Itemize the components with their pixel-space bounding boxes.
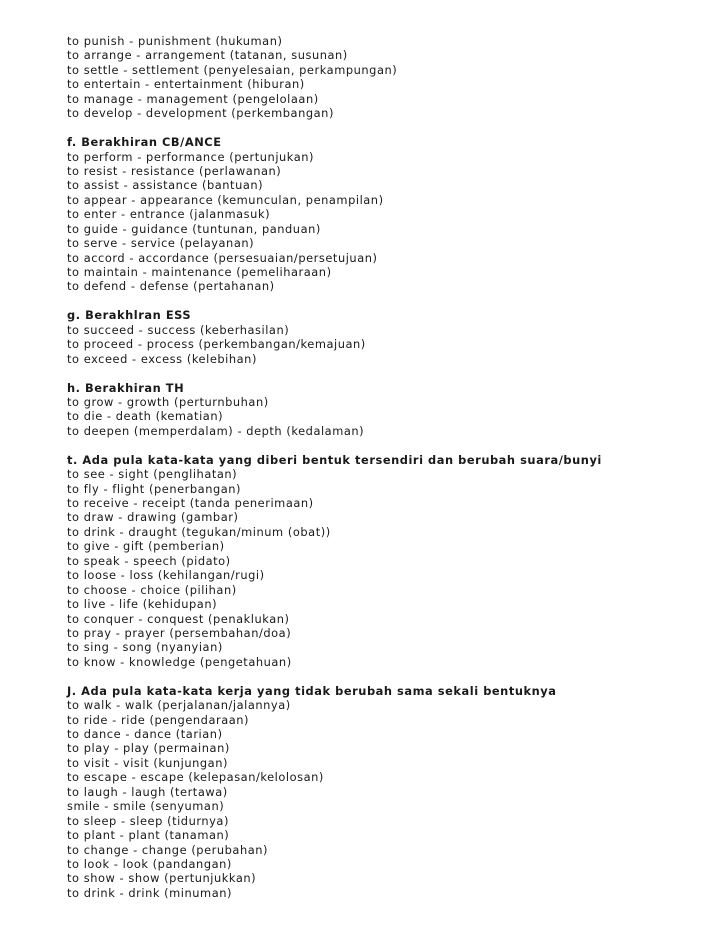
section-heading: f. Berakhiran CB/ANCE xyxy=(67,135,222,150)
word-pair-line: to laugh - laugh (tertawa) xyxy=(67,784,228,799)
word-pair-line: to know - knowledge (pengetahuan) xyxy=(67,654,292,669)
word-pair-line: to escape - escape (kelepasan/kelolosan) xyxy=(67,770,324,785)
section-2 xyxy=(67,308,707,366)
word-pair-line: to show - show (pertunjukkan) xyxy=(67,871,257,886)
word-pair-line: to look - look (pandangan) xyxy=(67,856,232,871)
section-5 xyxy=(67,684,707,901)
section-3 xyxy=(67,381,707,439)
word-pair-line: to pray - prayer (persembahan/doa) xyxy=(67,625,292,640)
word-pair-line: to speak - speech (pidato) xyxy=(67,553,231,568)
word-pair-line: to visit - visit (kunjungan) xyxy=(67,755,228,770)
word-pair-line: to exceed - excess (kelebihan) xyxy=(67,351,257,366)
word-pair-line: to guide - guidance (tuntunan, panduan) xyxy=(67,221,321,236)
document-body xyxy=(67,34,707,900)
word-pair-line: to give - gift (pemberian) xyxy=(67,539,225,554)
word-pair-line: to walk - walk (perjalanan/jalannya) xyxy=(67,698,291,713)
word-pair-line: to settle - settlement (penyelesaian, perkampungan) xyxy=(67,62,398,77)
word-pair-line: to sing - song (nyanyian) xyxy=(67,640,223,655)
section-heading: h. Berakhiran TH xyxy=(67,380,185,395)
word-pair-line: to dance - dance (tarian) xyxy=(67,727,223,741)
word-pair-line: to deepen (memperdalam) - depth (kedalaman) xyxy=(67,423,365,438)
word-pair-line: to fly - flight (penerbangan) xyxy=(67,481,242,496)
word-pair-line: to serve - service (pelayanan) xyxy=(67,236,255,251)
word-pair-line: to manage - management (pengelolaan) xyxy=(67,91,319,106)
word-pair-line: to drink - draught (tegukan/minum (obat)) xyxy=(67,524,331,539)
word-pair-line: to grow - growth (perturnbuhan) xyxy=(67,394,269,409)
word-pair-line: to sleep - sleep (tidurnya) xyxy=(67,813,229,828)
word-pair-line: to live - life (kehidupan) xyxy=(67,597,218,612)
word-pair-line: to play - play (permainan) xyxy=(67,741,230,756)
word-pair-line: to drink - drink (minuman) xyxy=(67,885,232,900)
word-pair-line: to assist - assistance (bantuan) xyxy=(67,178,264,193)
section-0 xyxy=(67,34,707,121)
word-pair-line: to die - death (kematian) xyxy=(67,409,224,424)
word-pair-line: to ride - ride (pengendaraan) xyxy=(67,712,250,727)
word-pair-line: to draw - drawing (gambar) xyxy=(67,510,239,525)
word-pair-line: to maintain - maintenance (pemeliharaan) xyxy=(67,265,332,279)
word-pair-line: to succeed - success (keberhasilan) xyxy=(67,322,290,337)
section-heading: J. Ada pula kata-kata kerja yang tidak berubah sama sekali bentuknya xyxy=(67,683,557,698)
word-pair-line: to see - sight (penglihatan) xyxy=(67,467,238,482)
word-pair-line: to entertain - entertainment (hiburan) xyxy=(67,77,305,92)
word-pair-line: to punish - punishment (hukuman) xyxy=(67,34,283,48)
word-pair-line: to choose - choice (pilihan) xyxy=(67,582,237,597)
section-4 xyxy=(67,453,707,670)
section-heading: g. Berakhlran ESS xyxy=(67,308,192,323)
word-pair-line: to appear - appearance (kemunculan, penampilan) xyxy=(67,192,384,207)
word-pair-line: to conquer - conquest (penaklukan) xyxy=(67,611,290,626)
word-pair-line: to plant - plant (tanaman) xyxy=(67,828,230,843)
word-pair-line: to perform - performance (pertunjukan) xyxy=(67,149,315,164)
section-heading: t. Ada pula kata-kata yang diberi bentuk tersendiri dan berubah suara/bunyi xyxy=(67,452,602,467)
word-pair-line: to loose - loss (kehilangan/rugi) xyxy=(67,568,265,583)
word-pair-line: to develop - development (perkembangan) xyxy=(67,106,334,121)
word-pair-line: to defend - defense (pertahanan) xyxy=(67,279,275,294)
word-pair-line: smile - smile (senyuman) xyxy=(67,799,225,814)
word-pair-line: to accord - accordance (persesuaian/persetujuan) xyxy=(67,250,378,265)
section-1 xyxy=(67,135,707,294)
word-pair-line: to arrange - arrangement (tatanan, susunan) xyxy=(67,48,348,63)
word-pair-line: to receive - receipt (tanda penerimaan) xyxy=(67,496,314,510)
word-pair-line: to proceed - process (perkembangan/kemajuan) xyxy=(67,337,366,352)
word-pair-line: to change - change (perubahan) xyxy=(67,842,269,857)
word-pair-line: to resist - resistance (perlawanan) xyxy=(67,163,282,178)
word-pair-line: to enter - entrance (jalanmasuk) xyxy=(67,207,271,222)
